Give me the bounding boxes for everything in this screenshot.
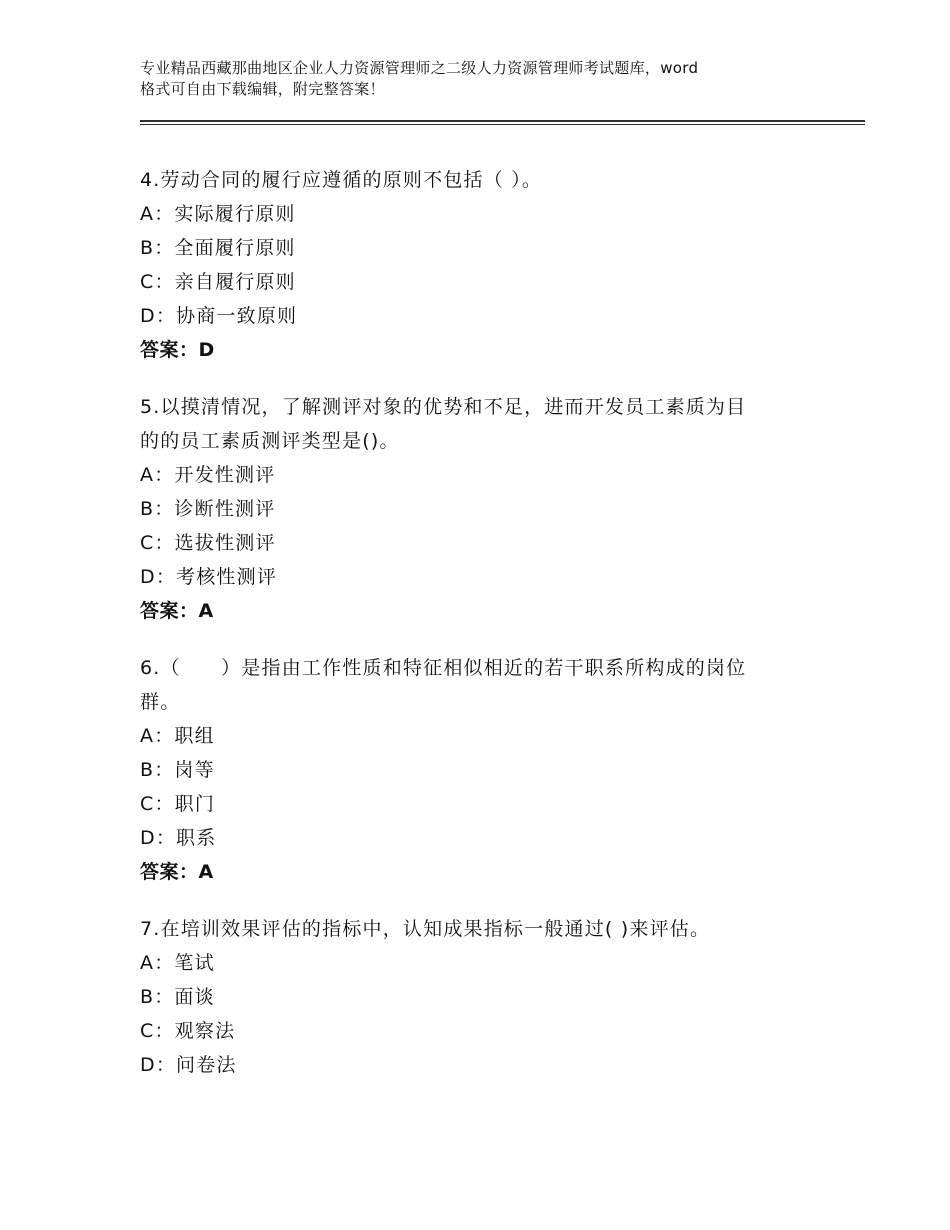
header-divider (140, 120, 865, 122)
option-c: C：选拔性测评 (140, 532, 276, 554)
option-b: B：诊断性测评 (140, 498, 276, 520)
header-divider-thin (140, 124, 865, 125)
question-text (140, 390, 820, 458)
option-d: D：职系 (140, 827, 217, 849)
option-a: A：职组 (140, 725, 215, 747)
question-4 (140, 163, 820, 367)
header-line-2: 格式可自由下载编辑，附完整答案！ (140, 80, 385, 98)
question-text-line: 7.在培训效果评估的指标中，认知成果指标一般通过( )来评估。 (140, 918, 711, 940)
document-header (140, 58, 840, 100)
question-text (140, 163, 820, 197)
option-a: A：实际履行原则 (140, 203, 296, 225)
answer-label: 答案：A (140, 861, 214, 883)
question-text-line: 5.以摸清情况，了解测评对象的优势和不足，进而开发员工素质为目 (140, 396, 747, 418)
question-7 (140, 912, 820, 1082)
header-line-1: 专业精品西藏那曲地区企业人力资源管理师之二级人力资源管理师考试题库，word (140, 59, 699, 77)
answer-label: 答案：D (140, 339, 215, 361)
question-text-line: 4.劳动合同的履行应遵循的原则不包括（ ）。 (140, 169, 543, 191)
option-d: D：问卷法 (140, 1054, 237, 1076)
option-c: C：职门 (140, 793, 216, 815)
option-c: C：观察法 (140, 1020, 236, 1042)
question-text (140, 912, 820, 946)
option-a: A：笔试 (140, 952, 215, 974)
option-b: B：岗等 (140, 759, 215, 781)
option-d: D：协商一致原则 (140, 305, 298, 327)
option-b: B：面谈 (140, 986, 215, 1008)
option-c: C：亲自履行原则 (140, 271, 296, 293)
question-text-line: 群。 (140, 691, 181, 713)
question-text-line: 的的员工素质测评类型是()。 (140, 430, 400, 452)
question-text-line: 6.（ ）是指由工作性质和特征相似相近的若干职系所构成的岗位 (140, 657, 747, 679)
question-list (140, 163, 820, 1105)
question-6 (140, 651, 820, 889)
answer-label: 答案：A (140, 600, 214, 622)
option-a: A：开发性测评 (140, 464, 276, 486)
question-5 (140, 390, 820, 628)
question-text (140, 651, 820, 719)
option-b: B：全面履行原则 (140, 237, 296, 259)
option-d: D：考核性测评 (140, 566, 278, 588)
